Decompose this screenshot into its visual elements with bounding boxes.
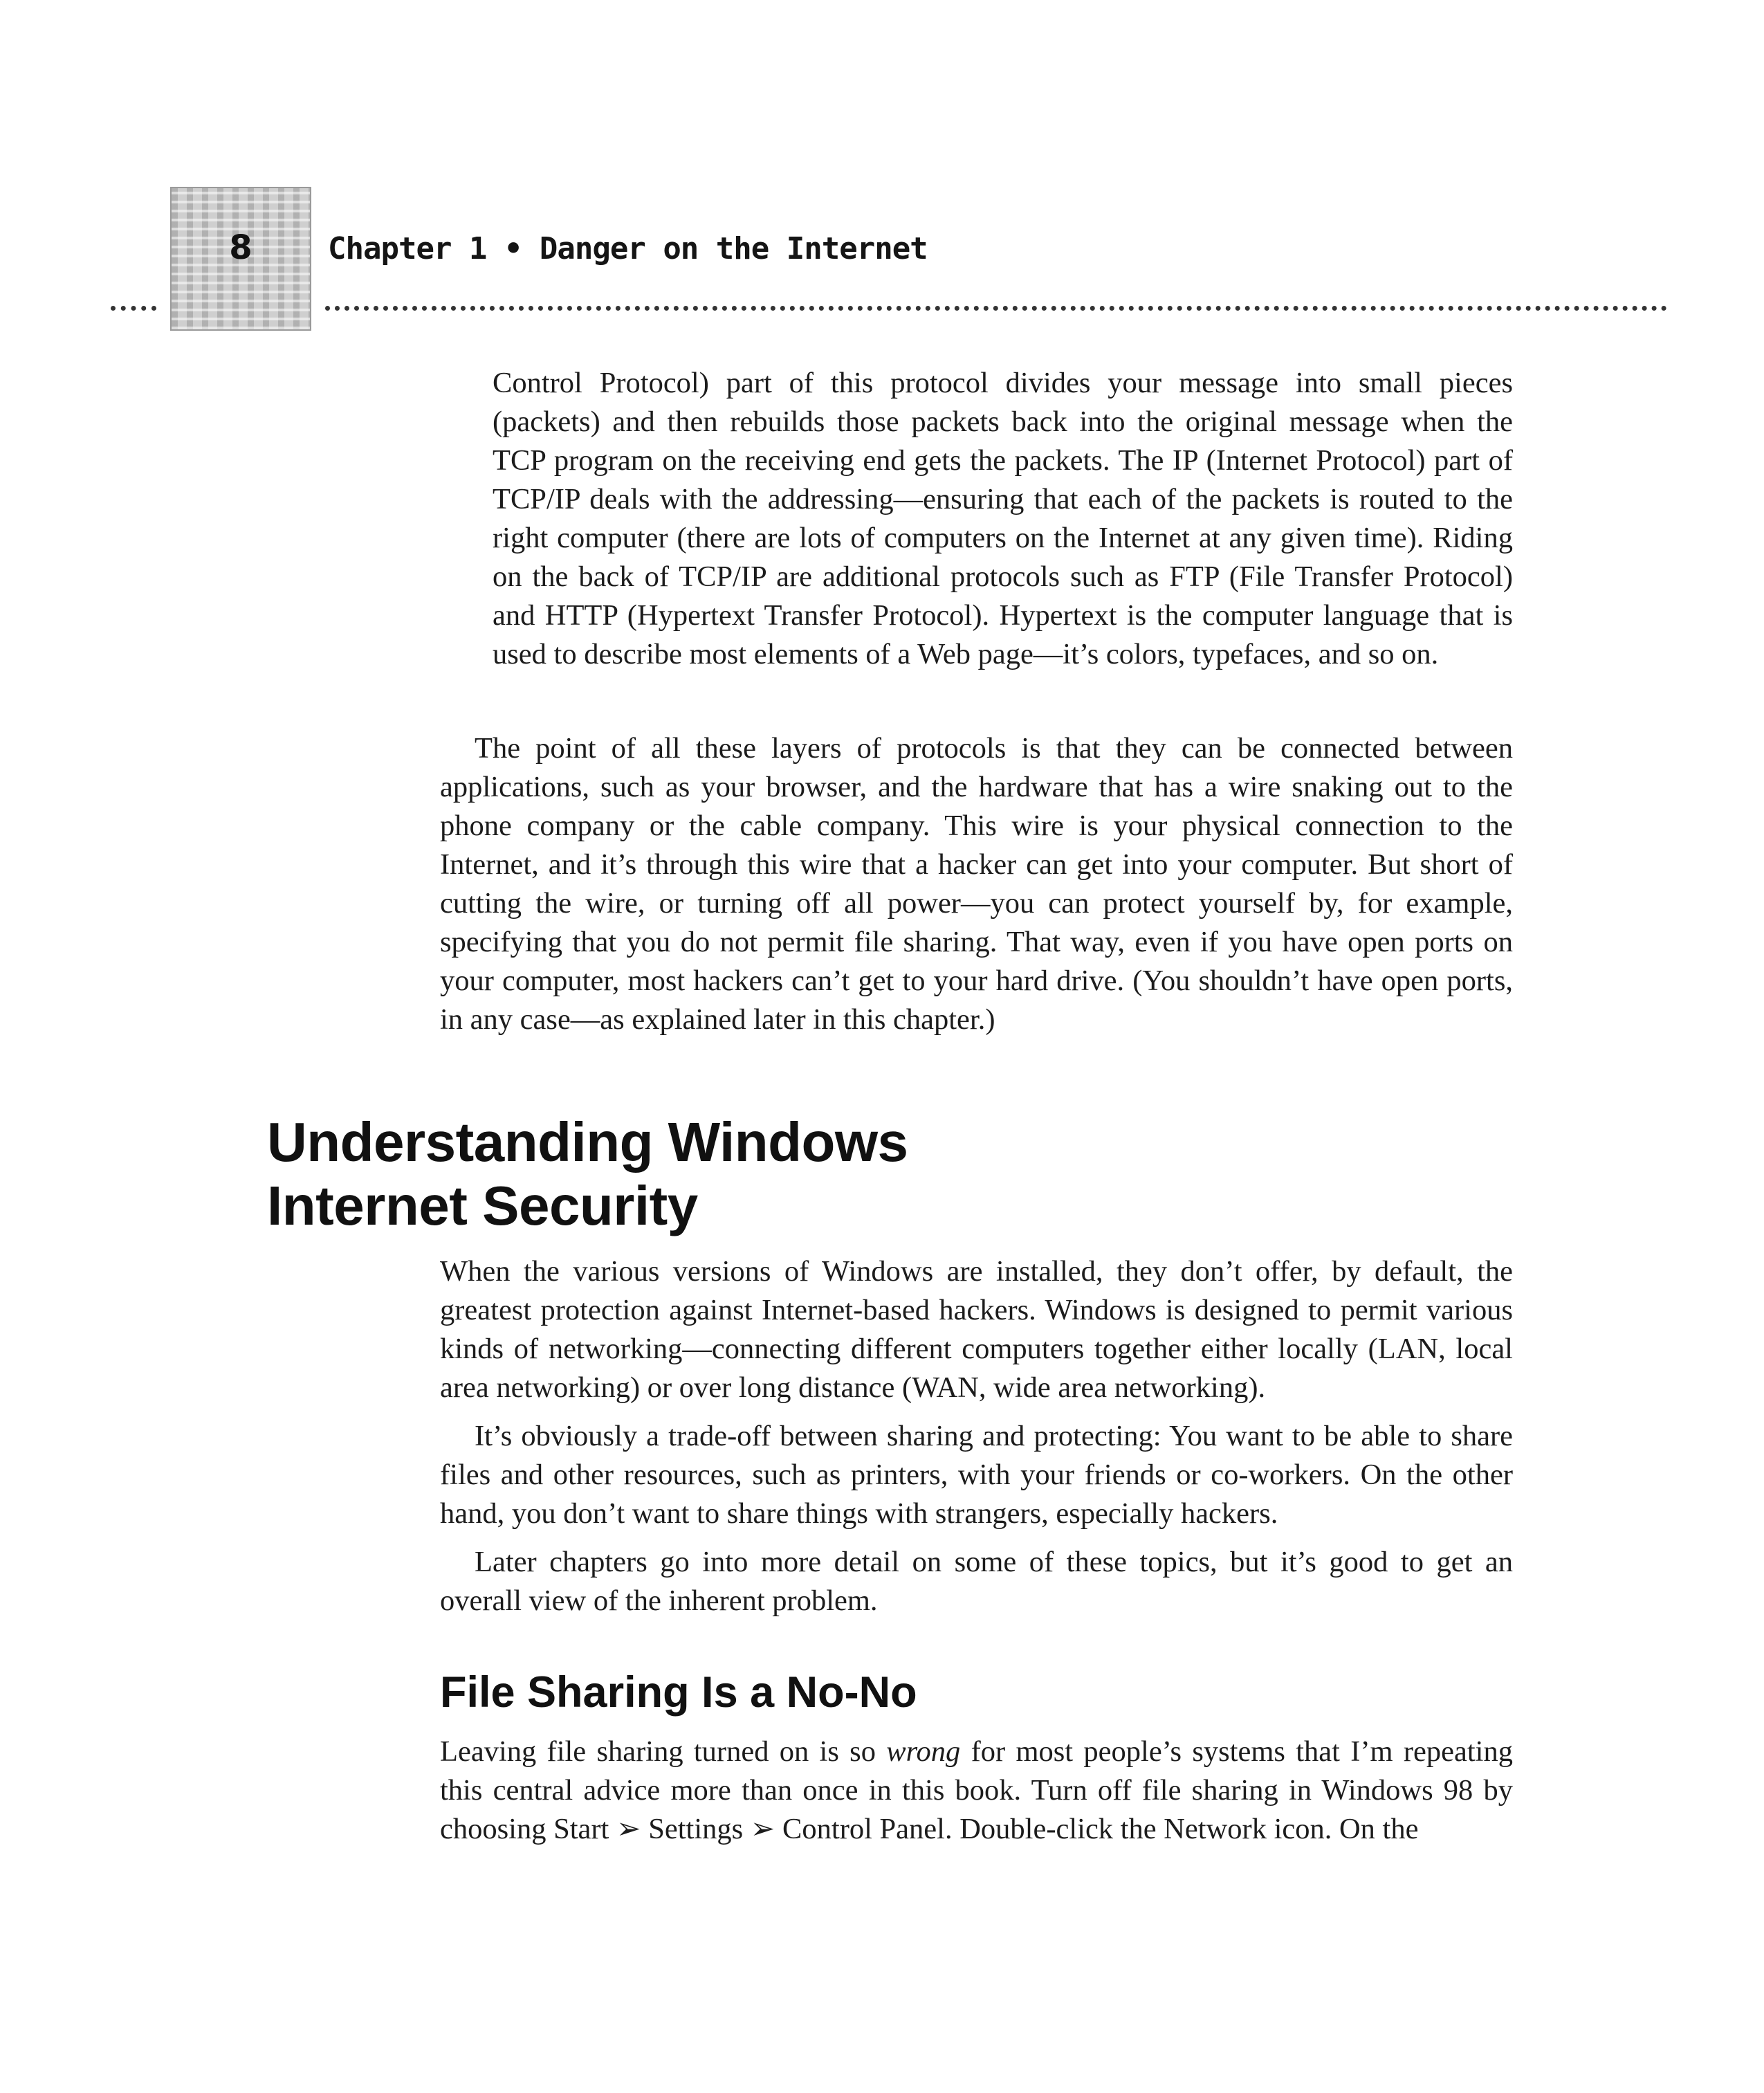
protocols-paragraph-block xyxy=(440,729,1513,1039)
section-paragraph-1: When the various versions of Windows are installed, they don’t offer, by default, the greatest protection against Internet-based hackers. Windows is designed to permit various kinds of networking—connecting different computers together either locally (LAN, local area networking) or over long distance (WAN, wide area networking). xyxy=(440,1255,1513,1404)
header-dotted-rule-right xyxy=(325,306,1667,311)
header-dotted-rule-left xyxy=(111,306,156,311)
section-paragraph-2: It’s obviously a trade-off between sharing and protecting: You want to be able to share files and other resources, such as printers, with your friends or co-workers. On the other hand, you don’t want to share things with strangers, especially hackers. xyxy=(440,1420,1513,1530)
protocols-paragraph: The point of all these layers of protocols is that they can be connected between applications, such as your browser, and the hardware that has a wire snaking out to the phone company or the cable company. This wire is your physical connection to the Internet, and it’s through this wire that a hacker can get into your computer. But short of cutting the wire, or turning off all power—you can protect yourself by, for example, specifying that you do not permit file sharing. That way, even if you have open ports on your computer, most hackers can’t get to your hard drive. (You shouldn’t have open ports, in any case—as explained later in this chapter.) xyxy=(440,732,1513,1036)
emphasis-wrong: wrong xyxy=(886,1735,961,1768)
subsection-text-start: Leaving file sharing turned on is so xyxy=(440,1735,887,1768)
section-heading-line-2: Internet Security xyxy=(267,1175,698,1236)
subsection-text-end: for most people’s systems that I’m repeating this central advice more than once in this book. Turn off file sharing in Windows 98 by choosing Start ➢ Settings ➢ Control Panel. Double-click the Network icon. On the xyxy=(440,1735,1513,1845)
subsection-heading: File Sharing Is a No-No xyxy=(440,1668,917,1717)
subsection-paragraph xyxy=(440,1733,1513,1849)
continued-paragraph: Control Protocol) part of this protocol divides your message into small pieces (packets) and then rebuilds those packets back into the original message when the TCP program on the receiving end gets the packets. The IP (Internet Protocol) part of TCP/IP deals with the addressing—ensuring that each of the packets is routed to the right computer (there are lots of computers on the Internet at any given time). Riding on the back of TCP/IP are additional protocols such as FTP (File Transfer Protocol) and HTTP (Hypertext Transfer Protocol). Hypertext is the computer language that is used to describe most elements of a Web page—it’s colors, typefaces, and so on. xyxy=(493,367,1513,670)
section-heading xyxy=(267,1111,908,1238)
section-paragraph-3: Later chapters go into more detail on some of these topics, but it’s good to get an overall view of the inherent problem. xyxy=(440,1546,1513,1617)
page-number: 8 xyxy=(229,228,252,267)
continued-list-text xyxy=(493,364,1513,674)
section-heading-line-1: Understanding Windows xyxy=(267,1111,908,1173)
subsection-body xyxy=(440,1733,1513,1849)
section-body xyxy=(440,1252,1513,1620)
running-header-title: Chapter 1 • Danger on the Internet xyxy=(328,231,928,266)
